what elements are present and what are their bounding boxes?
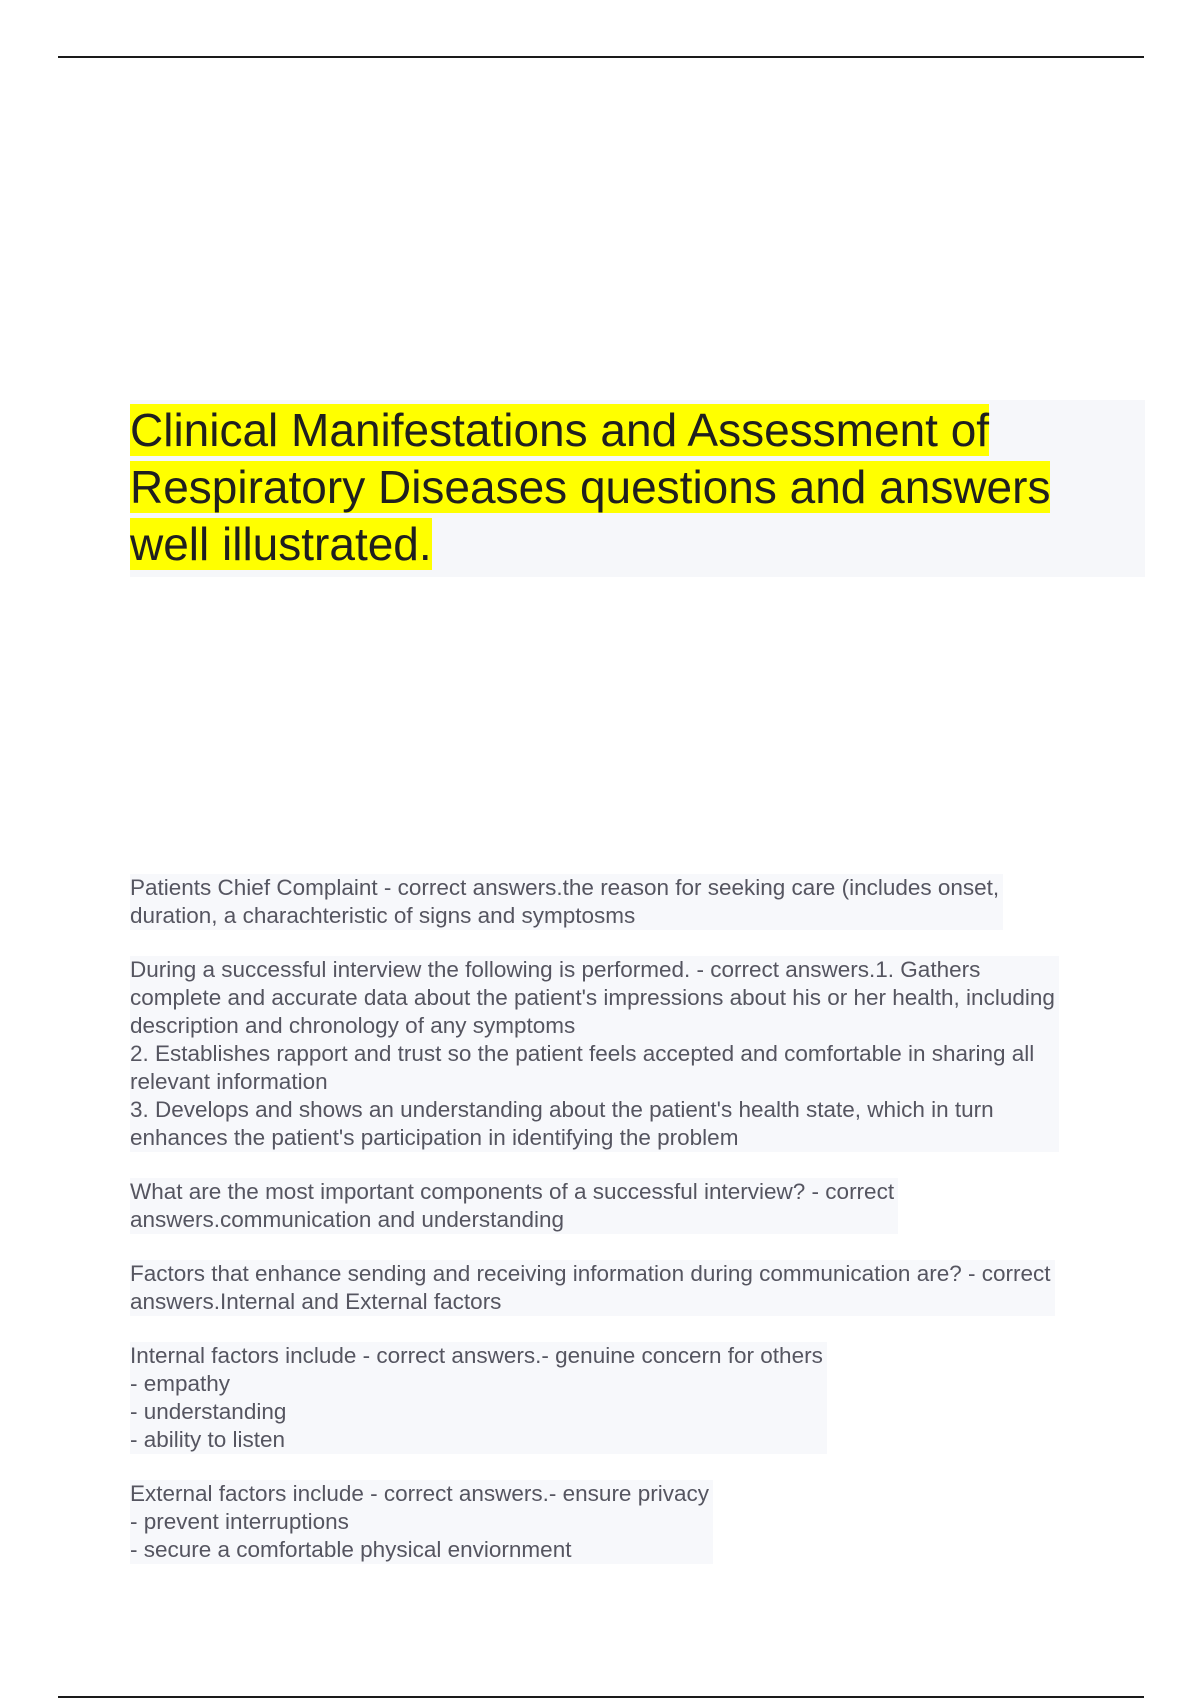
qa-entry-important-components: What are the most important components of a successful interview? - correct answers.communication and understanding bbox=[130, 1178, 898, 1234]
title-block bbox=[130, 400, 1145, 577]
qa-entry-external-factors: External factors include - correct answers.- ensure privacy - prevent interruptions - secure a comfortable physical enviornment bbox=[130, 1480, 713, 1564]
qa-entry-successful-interview: During a successful interview the following is performed. - correct answers.1. Gathers complete and accurate data about the patient's impressions about his or her health, including description and chronology of any symptoms 2. Establishes rapport and trust so the patient feels accepted and comfortable in sharing all relevant information 3. Develops and shows an understanding about the patient's health state, which in turn enhances the patient's participation in identifying the problem bbox=[130, 956, 1059, 1152]
qa-entry-communication-factors: Factors that enhance sending and receiving information during communication are? - correct answers.Internal and External factors bbox=[130, 1260, 1055, 1316]
qa-entry-chief-complaint: Patients Chief Complaint - correct answers.the reason for seeking care (includes onset, duration, a charachteristic of signs and symptosms bbox=[130, 874, 1003, 930]
qa-list bbox=[130, 874, 1142, 1590]
bottom-rule bbox=[58, 1696, 1144, 1698]
top-rule bbox=[58, 56, 1144, 58]
title-line-2: Respiratory Diseases questions and answers bbox=[130, 461, 1051, 513]
page-title bbox=[130, 402, 1145, 573]
qa-entry-internal-factors: Internal factors include - correct answers.- genuine concern for others - empathy - understanding - ability to listen bbox=[130, 1342, 827, 1454]
title-line-3: well illustrated. bbox=[130, 518, 432, 570]
title-line-1: Clinical Manifestations and Assessment of bbox=[130, 404, 990, 456]
